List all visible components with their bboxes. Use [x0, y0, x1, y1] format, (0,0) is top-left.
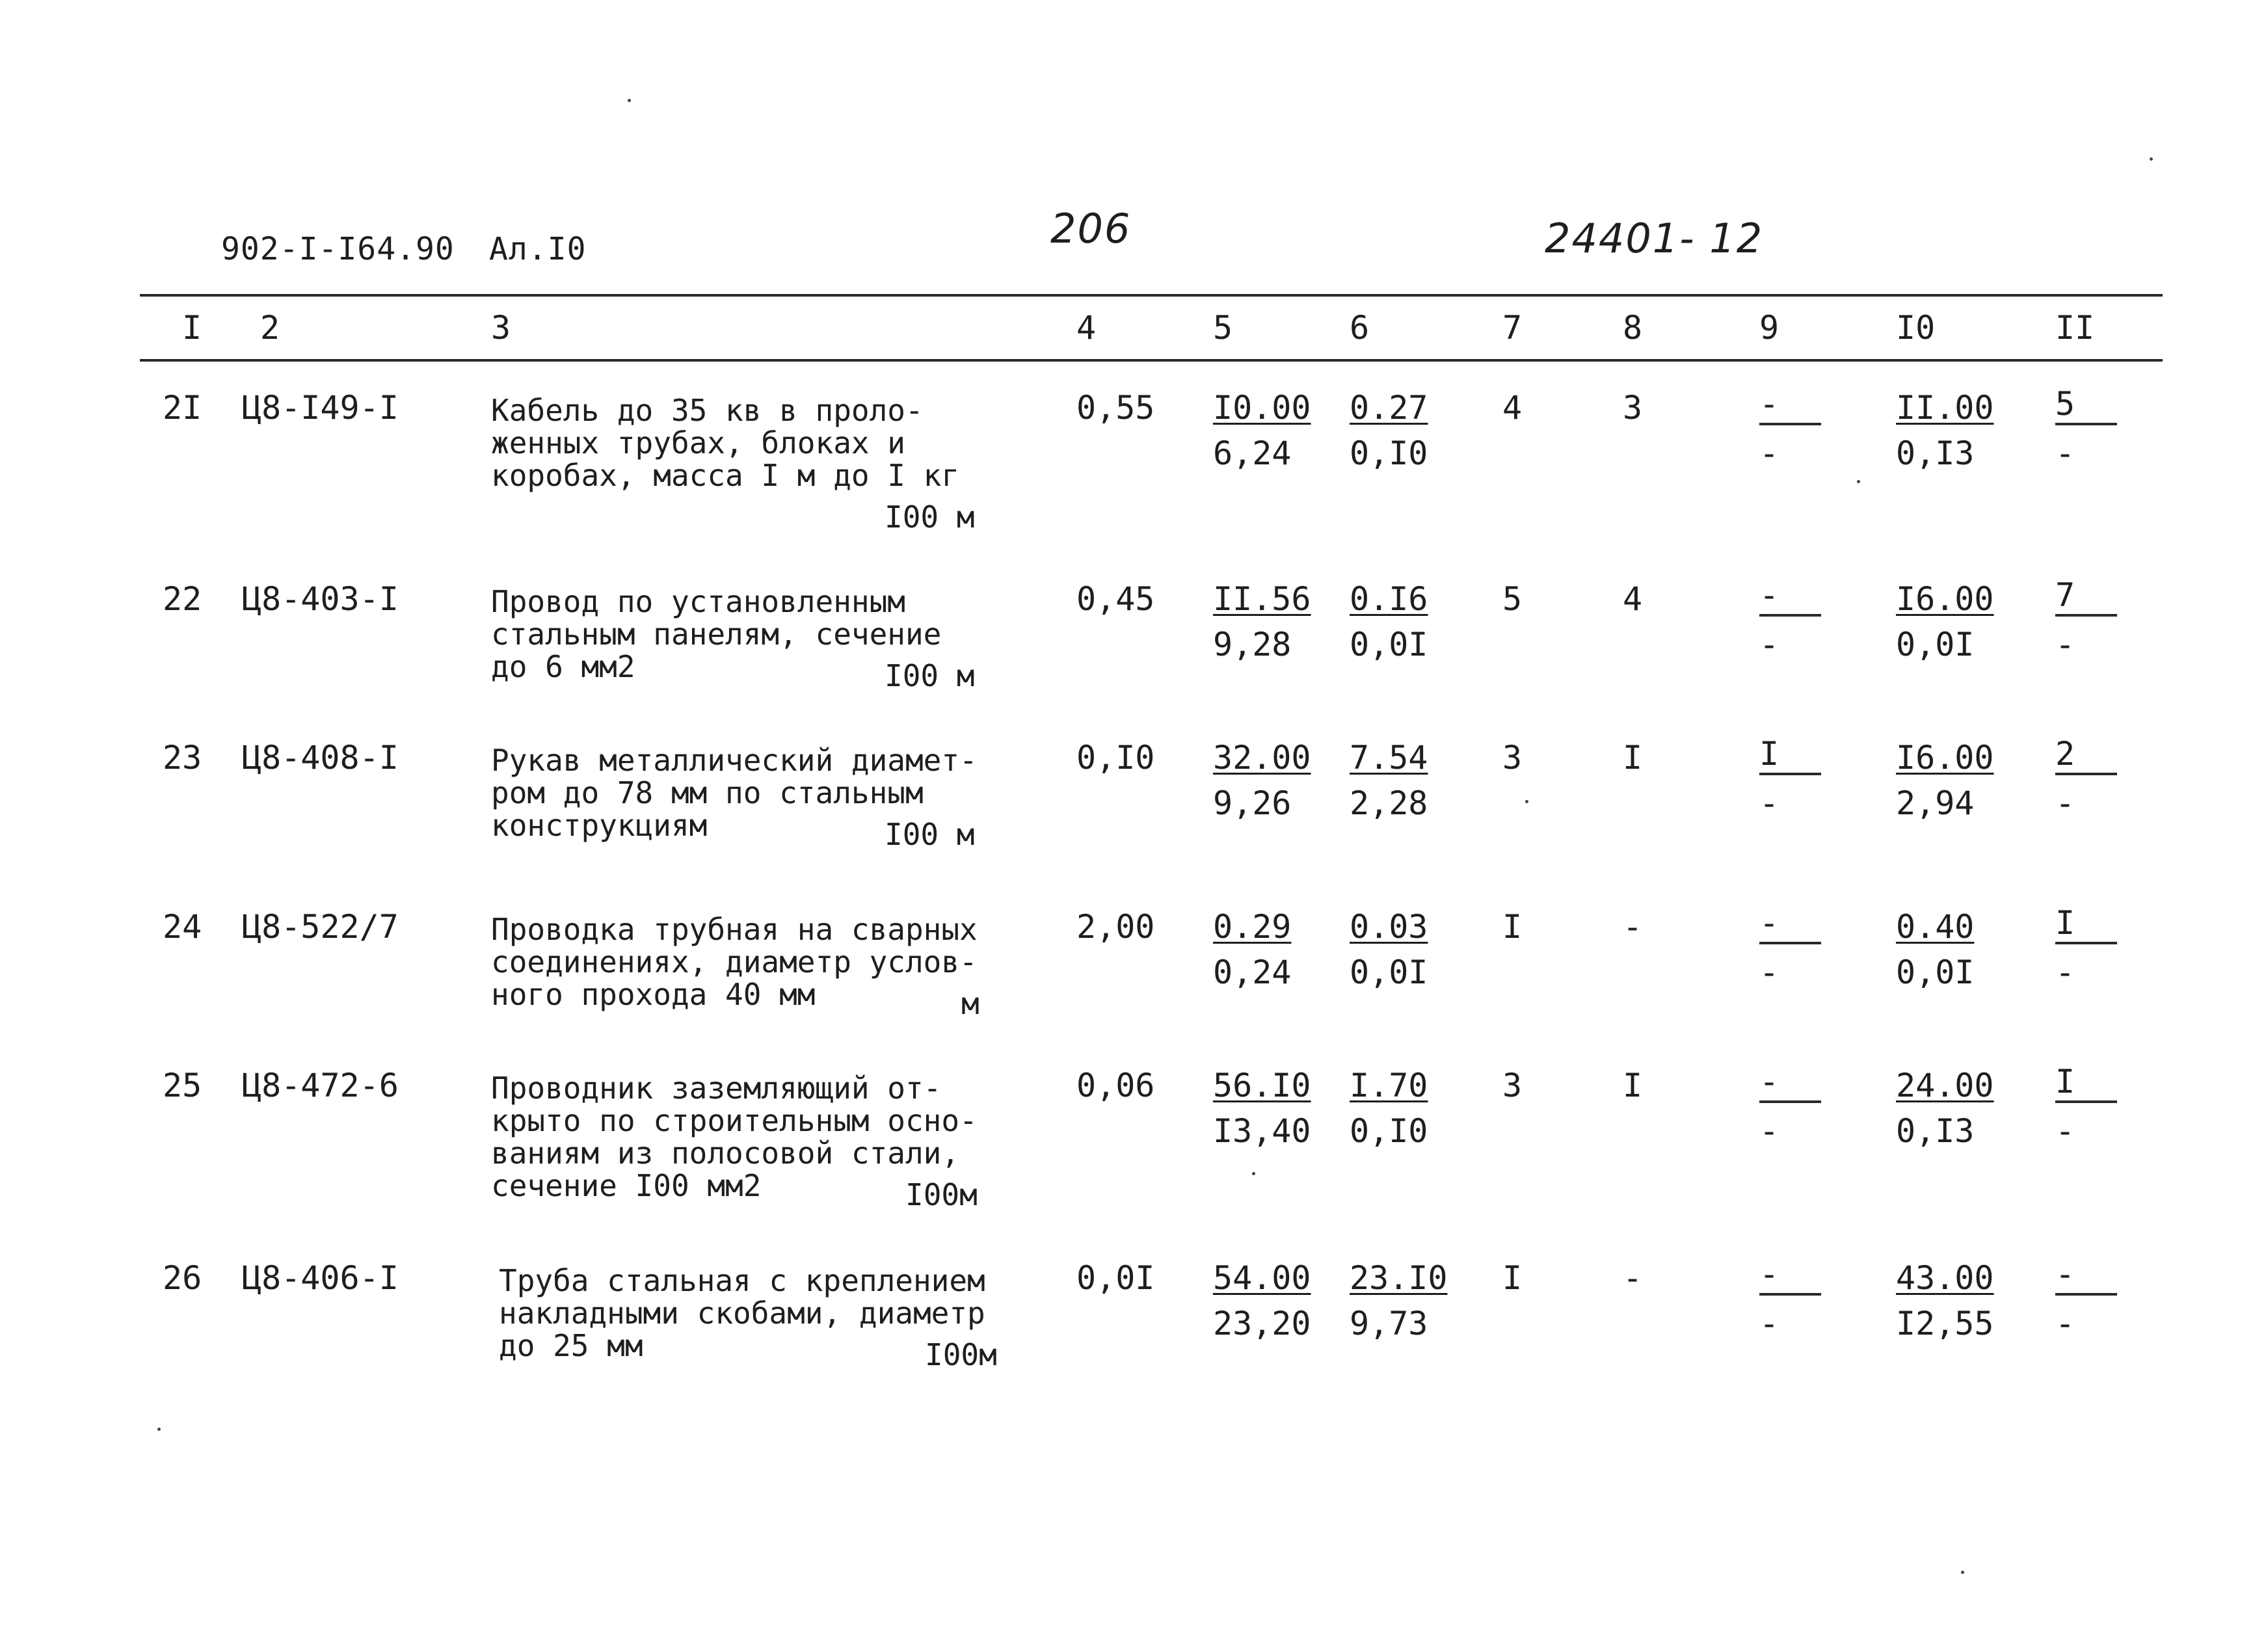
- col6-top-value: 0.03: [1350, 908, 1428, 946]
- quantity: 0,0I: [1076, 1259, 1155, 1297]
- column-number: I: [182, 309, 202, 347]
- document-code: 902-I-I64.90: [221, 231, 455, 267]
- row-number: 22: [163, 580, 202, 618]
- col8-value: 3: [1623, 389, 1643, 427]
- unit-of-measure: I00 м: [885, 658, 975, 693]
- column-number: 4: [1076, 309, 1097, 347]
- work-description-line: ром до 78 мм по стальным: [491, 775, 924, 810]
- scan-speck: [1252, 1172, 1255, 1175]
- col11-top-value: 2: [2055, 735, 2117, 775]
- quantity: 0,06: [1076, 1067, 1155, 1104]
- work-description-line: соединениях, диаметр услов-: [491, 944, 978, 979]
- column-number: II: [2055, 309, 2095, 347]
- rate-code: Ц8-I49-I: [242, 389, 399, 427]
- col7-value: 5: [1502, 580, 1523, 618]
- unit-of-measure: I00м: [925, 1337, 997, 1372]
- col6-bottom-value: 9,73: [1350, 1305, 1428, 1342]
- scan-speck: [157, 1428, 161, 1431]
- column-number: 7: [1502, 309, 1523, 347]
- scan-speck: [1961, 1571, 1964, 1574]
- col11-bottom-value: -: [2055, 1112, 2075, 1150]
- col8-value: I: [1623, 739, 1643, 777]
- row-number: 26: [163, 1259, 202, 1297]
- column-number: 2: [260, 309, 280, 347]
- work-description-line: конструкциям: [491, 808, 708, 843]
- col9-top-value: I: [1759, 735, 1821, 775]
- column-number: 5: [1213, 309, 1233, 347]
- col6-bottom-value: 0,I0: [1350, 434, 1428, 472]
- col9-bottom-value: -: [1759, 434, 1779, 472]
- col5-bottom-value: 9,28: [1213, 626, 1292, 663]
- col6-bottom-value: 0,0I: [1350, 626, 1428, 663]
- col8-value: I: [1623, 1067, 1643, 1104]
- col9-bottom-value: -: [1759, 1305, 1779, 1342]
- col10-bottom-value: I2,55: [1896, 1305, 1994, 1342]
- col9-top-value: -: [1759, 576, 1821, 617]
- work-description-line: накладными скобами, диаметр: [499, 1296, 985, 1331]
- row-number: 23: [163, 739, 202, 777]
- col10-top-value: 0.40: [1896, 908, 1975, 946]
- col5-bottom-value: 0,24: [1213, 953, 1292, 991]
- work-description-line: до 25 мм: [499, 1328, 643, 1363]
- col5-top-value: 54.00: [1213, 1259, 1311, 1297]
- col5-top-value: 32.00: [1213, 739, 1311, 777]
- quantity: 2,00: [1076, 908, 1155, 946]
- col10-top-value: 43.00: [1896, 1259, 1994, 1297]
- col6-bottom-value: 0,0I: [1350, 953, 1428, 991]
- col11-top-value: I: [2055, 904, 2117, 944]
- row-number: 25: [163, 1067, 202, 1104]
- col5-bottom-value: 9,26: [1213, 784, 1292, 822]
- col10-bottom-value: 0,0I: [1896, 626, 1975, 663]
- table-top-rule: [140, 294, 2163, 297]
- work-description-line: коробах, масса I м до I кг: [491, 458, 960, 493]
- quantity: 0,55: [1076, 389, 1155, 427]
- col10-top-value: I6.00: [1896, 580, 1994, 618]
- col6-top-value: 23.I0: [1350, 1259, 1448, 1297]
- col10-bottom-value: 2,94: [1896, 784, 1975, 822]
- scan-speck: [1857, 480, 1860, 483]
- row-number: 24: [163, 908, 202, 946]
- rate-code: Ц8-472-6: [242, 1067, 399, 1104]
- scan-speck: [628, 99, 631, 102]
- col10-bottom-value: 0,I3: [1896, 1112, 1975, 1150]
- col10-bottom-value: 0,0I: [1896, 953, 1975, 991]
- row-number: 2I: [163, 389, 202, 427]
- col9-top-value: -: [1759, 385, 1821, 425]
- col9-top-value: -: [1759, 1063, 1821, 1103]
- col9-bottom-value: -: [1759, 953, 1779, 991]
- rate-code: Ц8-408-I: [242, 739, 399, 777]
- col5-bottom-value: I3,40: [1213, 1112, 1311, 1150]
- work-description-line: женных трубах, блоках и: [491, 425, 905, 460]
- work-description-line: ного прохода 40 мм: [491, 977, 816, 1012]
- col7-value: 3: [1502, 739, 1523, 777]
- col6-top-value: 0.27: [1350, 389, 1428, 427]
- col11-bottom-value: -: [2055, 434, 2075, 472]
- unit-of-measure: I00 м: [885, 817, 975, 852]
- work-description-line: до 6 мм2: [491, 649, 635, 684]
- col5-top-value: II.56: [1213, 580, 1311, 618]
- col5-top-value: I0.00: [1213, 389, 1311, 427]
- col5-bottom-value: 23,20: [1213, 1305, 1311, 1342]
- work-description-line: Проводник заземляющий от-: [491, 1071, 942, 1106]
- column-number: I0: [1896, 309, 1936, 347]
- col7-value: 4: [1502, 389, 1523, 427]
- col10-bottom-value: 0,I3: [1896, 434, 1975, 472]
- unit-of-measure: I00 м: [885, 500, 975, 535]
- rate-code: Ц8-522/7: [242, 908, 399, 946]
- col7-value: I: [1502, 1259, 1523, 1297]
- work-description-line: Кабель до 35 кв в проло-: [491, 393, 924, 428]
- column-number: 8: [1623, 309, 1643, 347]
- archive-number: 24401- 12: [1545, 215, 1764, 262]
- col11-bottom-value: -: [2055, 784, 2075, 822]
- work-description-line: Проводка трубная на сварных: [491, 912, 978, 947]
- work-description-line: крыто по строительным осно-: [491, 1103, 978, 1138]
- col9-bottom-value: -: [1759, 784, 1779, 822]
- work-description-line: стальным панелям, сечение: [491, 617, 942, 652]
- col6-bottom-value: 2,28: [1350, 784, 1428, 822]
- work-description-line: Труба стальная с креплением: [499, 1263, 985, 1298]
- col5-top-value: 56.I0: [1213, 1067, 1311, 1104]
- work-description-line: ваниям из полосовой стали,: [491, 1136, 960, 1171]
- scan-speck: [2150, 157, 2153, 161]
- work-description-line: Провод по установленным: [491, 584, 905, 619]
- col8-value: -: [1623, 1259, 1643, 1297]
- col6-bottom-value: 0,I0: [1350, 1112, 1428, 1150]
- col9-top-value: -: [1759, 904, 1821, 944]
- col11-top-value: I: [2055, 1063, 2117, 1103]
- work-description-line: Рукав металлический диамет-: [491, 743, 978, 778]
- quantity: 0,I0: [1076, 739, 1155, 777]
- col8-value: 4: [1623, 580, 1643, 618]
- col10-top-value: II.00: [1896, 389, 1994, 427]
- col11-bottom-value: -: [2055, 953, 2075, 991]
- col11-bottom-value: -: [2055, 1305, 2075, 1342]
- unit-of-measure: м: [961, 986, 980, 1021]
- quantity: 0,45: [1076, 580, 1155, 618]
- table-header-rule: [140, 359, 2163, 362]
- col7-value: I: [1502, 908, 1523, 946]
- rate-code: Ц8-406-I: [242, 1259, 399, 1297]
- col10-top-value: 24.00: [1896, 1067, 1994, 1104]
- col9-bottom-value: -: [1759, 1112, 1779, 1150]
- rate-code: Ц8-403-I: [242, 580, 399, 618]
- unit-of-measure: I00м: [905, 1177, 978, 1212]
- col7-value: 3: [1502, 1067, 1523, 1104]
- column-number: 9: [1759, 309, 1779, 347]
- col11-top-value: 7: [2055, 576, 2117, 617]
- col8-value: -: [1623, 908, 1643, 946]
- col11-bottom-value: -: [2055, 626, 2075, 663]
- page-number: 206: [1050, 205, 1132, 252]
- col5-top-value: 0.29: [1213, 908, 1292, 946]
- work-description-line: сечение I00 мм2: [491, 1168, 762, 1203]
- column-number: 3: [491, 309, 511, 347]
- sheet-number: Ал.I0: [489, 231, 587, 267]
- column-number: 6: [1350, 309, 1370, 347]
- col11-top-value: -: [2055, 1255, 2117, 1296]
- col6-top-value: 7.54: [1350, 739, 1428, 777]
- scan-speck: [1525, 800, 1528, 803]
- col5-bottom-value: 6,24: [1213, 434, 1292, 472]
- col9-top-value: -: [1759, 1255, 1821, 1296]
- col6-top-value: I.70: [1350, 1067, 1428, 1104]
- col11-top-value: 5: [2055, 385, 2117, 425]
- col9-bottom-value: -: [1759, 626, 1779, 663]
- col10-top-value: I6.00: [1896, 739, 1994, 777]
- col6-top-value: 0.I6: [1350, 580, 1428, 618]
